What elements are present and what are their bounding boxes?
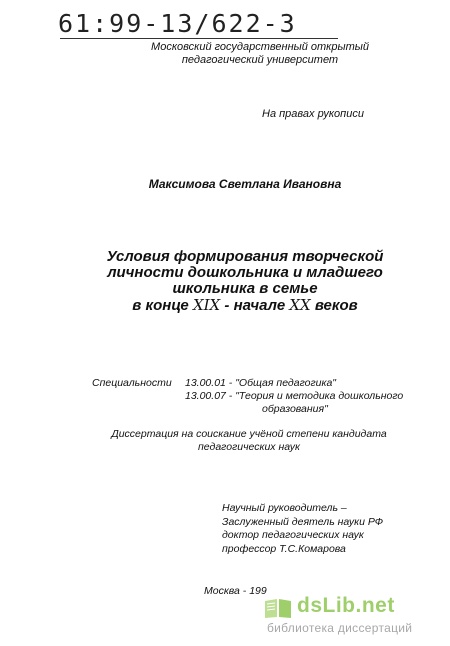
archive-stamp-code: 61:99-13/622-3 [58,8,297,38]
watermark-name: dsLib.net [297,594,395,617]
stamp-underline [60,38,338,39]
author-name: Максимова Светлана Ивановна [148,177,342,191]
title-century-2: XX [289,296,311,314]
specialty-2-continuation: образования" [262,403,328,415]
watermark-subtitle: библиотека диссертаций [267,621,413,635]
degree-statement [94,428,404,454]
title-line-1: Условия формирования творческой [106,248,384,265]
adviser-line-1: Научный руководитель – [222,502,347,514]
city-year: Москва - 199 [204,585,267,597]
specialty-2: 13.00.07 - "Теория и методика дошкольного [185,390,404,402]
thesis-title [80,249,410,314]
university-line-1: Московский государственный открытый [151,41,369,53]
title-line-4-a: в конце [132,297,193,314]
specialties-block [92,377,422,416]
adviser-line-4: профессор Т.С.Комарова [222,542,346,555]
title-line-3: школьника в семье [172,280,318,297]
title-line-4 [80,297,410,314]
university-line-2: педагогический университет [181,54,339,66]
title-line-2: личности дошкольника и младшего [107,264,383,281]
adviser-line-3: доктор педагогических наук [222,529,364,541]
title-line-4-c: веков [310,297,358,314]
degree-line-2: педагогических наук [198,441,300,453]
book-icon [263,596,293,620]
university-name [130,41,390,67]
adviser-line-2: Заслуженный деятель науки РФ [222,515,384,528]
specialty-1: 13.00.01 - "Общая педагогика" [185,377,337,389]
degree-line-1: Диссертация на соискание учёной степени кандидата [111,428,387,440]
dslib-watermark [263,594,448,642]
specialties-label: Специальности [92,377,172,389]
title-century-1: XIX [192,296,221,314]
scientific-adviser [222,502,432,556]
manuscript-rights-note: На правах рукописи [262,108,364,120]
title-line-4-b: - начале [220,297,290,314]
